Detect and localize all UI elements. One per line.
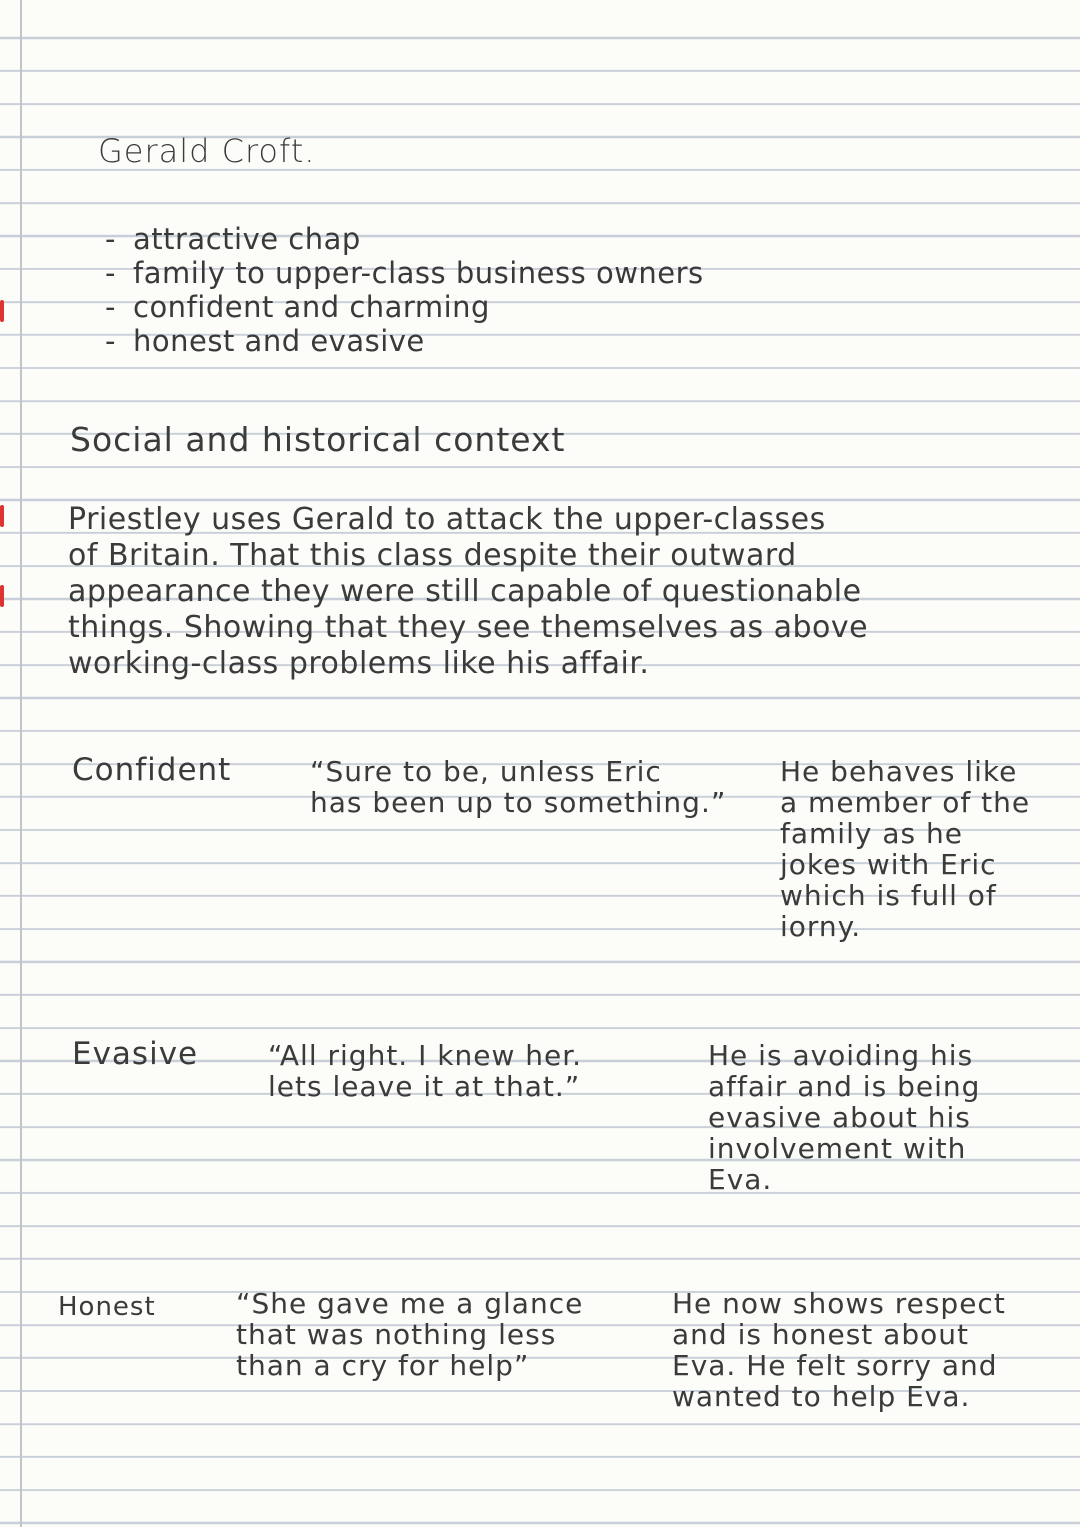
quote-evasive xyxy=(268,1040,582,1102)
quote-line: “All right. I knew her. xyxy=(268,1039,583,1072)
trait-label-evasive: Evasive xyxy=(72,1036,199,1072)
quote-line: lets leave it at that.” xyxy=(268,1070,581,1103)
trait-label-honest: Honest xyxy=(58,1292,156,1322)
paragraph-line: of Britain. That this class despite their outward xyxy=(68,538,797,573)
trait-bullet-list xyxy=(105,222,704,358)
paragraph-line: appearance they were still capable of questionable xyxy=(68,574,862,609)
page-title: Gerald Croft. xyxy=(98,132,316,170)
note-line: evasive about his xyxy=(708,1101,971,1134)
paragraph-line: working-class problems like his affair. xyxy=(68,646,650,681)
note-line: He is avoiding his xyxy=(708,1039,974,1072)
note-line: a member of the xyxy=(780,786,1031,819)
note-line: jokes with Eric xyxy=(780,848,997,881)
bullet-text: honest and evasive xyxy=(133,324,425,358)
note-honest xyxy=(672,1288,1006,1412)
note-line: He now shows respect xyxy=(672,1287,1006,1320)
quote-honest xyxy=(236,1288,583,1381)
note-evasive xyxy=(708,1040,980,1195)
binding-mark xyxy=(0,505,4,527)
note-line: Eva. He felt sorry and xyxy=(672,1349,998,1382)
binding-mark xyxy=(0,300,4,322)
list-item: - attractive chap xyxy=(105,222,361,256)
binding-mark xyxy=(0,585,4,607)
quote-line: “Sure to be, unless Eric xyxy=(310,755,662,788)
quote-confident xyxy=(310,756,726,818)
quote-line: than a cry for help” xyxy=(236,1349,530,1382)
bullet-text: family to upper-class business owners xyxy=(133,256,704,290)
context-paragraph xyxy=(68,502,868,682)
note-confident xyxy=(780,756,1030,942)
note-line: He behaves like xyxy=(780,755,1018,788)
note-line: which is full of xyxy=(780,879,997,912)
quote-line: that was nothing less xyxy=(236,1318,557,1351)
note-line: Eva. xyxy=(708,1163,773,1196)
quote-line: “She gave me a glance xyxy=(236,1287,584,1320)
list-item: - honest and evasive xyxy=(105,324,425,358)
margin-line xyxy=(20,0,22,1527)
bullet-text: confident and charming xyxy=(133,290,490,324)
note-line: family as he xyxy=(780,817,963,850)
note-line: affair and is being xyxy=(708,1070,981,1103)
trait-label-confident: Confident xyxy=(72,752,232,788)
quote-line: has been up to something.” xyxy=(310,786,727,819)
paragraph-line: Priestley uses Gerald to attack the upper-classes xyxy=(68,502,826,537)
list-item: - confident and charming xyxy=(105,290,490,324)
paragraph-line: things. Showing that they see themselves as above xyxy=(68,610,869,645)
note-line: and is honest about xyxy=(672,1318,969,1351)
note-line: wanted to help Eva. xyxy=(672,1380,971,1413)
section-heading: Social and historical context xyxy=(70,420,566,459)
note-line: involvement with xyxy=(708,1132,967,1165)
bullet-text: attractive chap xyxy=(133,222,361,256)
note-line: iorny. xyxy=(780,910,862,943)
list-item: - family to upper-class business owners xyxy=(105,256,704,290)
